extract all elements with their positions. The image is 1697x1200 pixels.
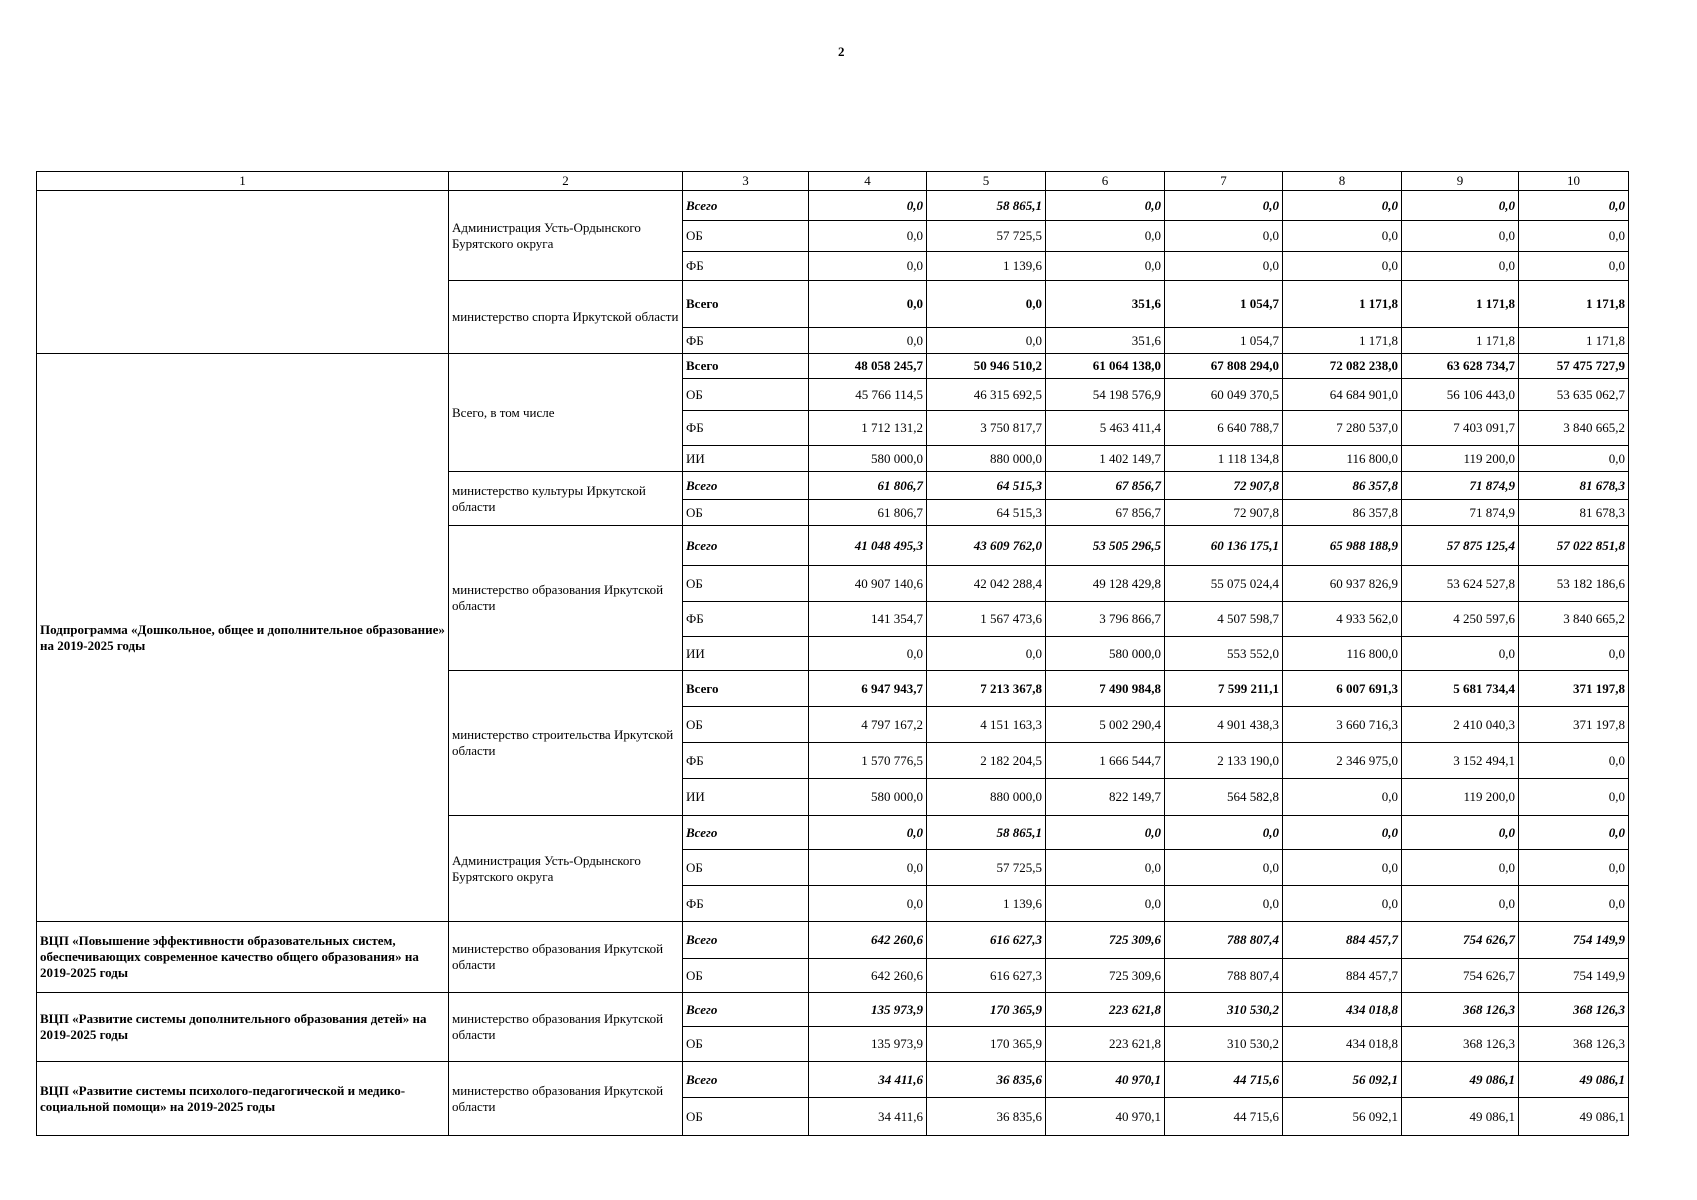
amount-cell: 61 064 138,0 <box>1046 354 1165 379</box>
amount-cell: 2 133 190,0 <box>1165 743 1283 779</box>
program-name-cell: ВЦП «Развитие системы психолого-педагогической и медико-социальной помощи» на 2019-2025 годы <box>37 1062 449 1136</box>
amount-cell: 0,0 <box>809 637 927 671</box>
amount-cell: 434 018,8 <box>1283 993 1402 1027</box>
funding-source-cell: ОБ <box>683 850 809 886</box>
amount-cell: 371 197,8 <box>1519 707 1629 743</box>
amount-cell: 3 152 494,1 <box>1402 743 1519 779</box>
funding-source-cell: Всего <box>683 922 809 959</box>
amount-cell: 7 490 984,8 <box>1046 671 1165 707</box>
amount-cell: 0,0 <box>809 191 927 221</box>
amount-cell: 0,0 <box>1402 252 1519 281</box>
amount-cell: 0,0 <box>809 886 927 922</box>
funding-source-cell: Всего <box>683 816 809 850</box>
funding-source-cell: Всего <box>683 993 809 1027</box>
amount-cell: 64 684 901,0 <box>1283 379 1402 411</box>
amount-cell: 1 171,8 <box>1283 281 1402 328</box>
header-cell: 3 <box>683 172 809 191</box>
amount-cell: 1 139,6 <box>927 252 1046 281</box>
funding-source-cell: ОБ <box>683 959 809 993</box>
amount-cell: 0,0 <box>1165 886 1283 922</box>
amount-cell: 0,0 <box>1283 816 1402 850</box>
amount-cell: 57 475 727,9 <box>1519 354 1629 379</box>
amount-cell: 0,0 <box>809 252 927 281</box>
amount-cell: 61 806,7 <box>809 500 927 526</box>
amount-cell: 368 126,3 <box>1519 1027 1629 1062</box>
amount-cell: 0,0 <box>809 816 927 850</box>
executor-cell: министерство образования Иркутской области <box>449 1062 683 1136</box>
table-row <box>37 922 1629 959</box>
executor-cell: Всего, в том числе <box>449 354 683 472</box>
funding-source-cell: ФБ <box>683 602 809 637</box>
funding-source-cell: ОБ <box>683 707 809 743</box>
amount-cell: 1 171,8 <box>1519 328 1629 354</box>
amount-cell: 0,0 <box>809 221 927 252</box>
amount-cell: 49 086,1 <box>1402 1098 1519 1136</box>
funding-source-cell: ФБ <box>683 886 809 922</box>
amount-cell: 60 136 175,1 <box>1165 526 1283 566</box>
amount-cell: 86 357,8 <box>1283 472 1402 500</box>
funding-source-cell: ФБ <box>683 328 809 354</box>
amount-cell: 56 092,1 <box>1283 1098 1402 1136</box>
amount-cell: 53 182 186,6 <box>1519 566 1629 602</box>
amount-cell: 64 515,3 <box>927 500 1046 526</box>
executor-cell: Администрация Усть-Ордынского Бурятского округа <box>449 816 683 922</box>
amount-cell: 58 865,1 <box>927 816 1046 850</box>
amount-cell: 351,6 <box>1046 328 1165 354</box>
amount-cell: 55 075 024,4 <box>1165 566 1283 602</box>
amount-cell: 7 280 537,0 <box>1283 411 1402 446</box>
amount-cell: 0,0 <box>1519 252 1629 281</box>
funding-source-cell: ФБ <box>683 743 809 779</box>
amount-cell: 368 126,3 <box>1519 993 1629 1027</box>
amount-cell: 0,0 <box>1402 637 1519 671</box>
amount-cell: 0,0 <box>1402 850 1519 886</box>
header-cell: 2 <box>449 172 683 191</box>
funding-source-cell: ОБ <box>683 221 809 252</box>
amount-cell: 580 000,0 <box>809 446 927 472</box>
amount-cell: 2 346 975,0 <box>1283 743 1402 779</box>
amount-cell: 71 874,9 <box>1402 500 1519 526</box>
amount-cell: 0,0 <box>1046 191 1165 221</box>
executor-cell: министерство образования Иркутской области <box>449 922 683 993</box>
funding-source-cell: Всего <box>683 526 809 566</box>
amount-cell: 34 411,6 <box>809 1098 927 1136</box>
funding-source-cell: ИИ <box>683 446 809 472</box>
amount-cell: 135 973,9 <box>809 1027 927 1062</box>
header-row <box>37 172 1629 191</box>
header-cell: 9 <box>1402 172 1519 191</box>
amount-cell: 53 505 296,5 <box>1046 526 1165 566</box>
amount-cell: 40 970,1 <box>1046 1062 1165 1098</box>
amount-cell: 1 171,8 <box>1402 328 1519 354</box>
amount-cell: 141 354,7 <box>809 602 927 637</box>
amount-cell: 40 907 140,6 <box>809 566 927 602</box>
amount-cell: 0,0 <box>1046 886 1165 922</box>
amount-cell: 135 973,9 <box>809 993 927 1027</box>
funding-source-cell: ОБ <box>683 1098 809 1136</box>
amount-cell: 4 507 598,7 <box>1165 602 1283 637</box>
amount-cell: 43 609 762,0 <box>927 526 1046 566</box>
amount-cell: 788 807,4 <box>1165 959 1283 993</box>
amount-cell: 0,0 <box>1402 221 1519 252</box>
amount-cell: 170 365,9 <box>927 1027 1046 1062</box>
amount-cell: 1 666 544,7 <box>1046 743 1165 779</box>
amount-cell: 1 171,8 <box>1402 281 1519 328</box>
amount-cell: 0,0 <box>809 281 927 328</box>
header-cell: 4 <box>809 172 927 191</box>
header-cell: 6 <box>1046 172 1165 191</box>
amount-cell: 0,0 <box>1402 191 1519 221</box>
header-cell: 10 <box>1519 172 1629 191</box>
amount-cell: 6 007 691,3 <box>1283 671 1402 707</box>
table-row <box>37 191 1629 221</box>
amount-cell: 60 049 370,5 <box>1165 379 1283 411</box>
executor-cell: министерство культуры Иркутской области <box>449 472 683 526</box>
amount-cell: 67 856,7 <box>1046 500 1165 526</box>
amount-cell: 1 171,8 <box>1283 328 1402 354</box>
executor-cell: министерство образования Иркутской области <box>449 993 683 1062</box>
funding-source-cell: ФБ <box>683 252 809 281</box>
amount-cell: 754 149,9 <box>1519 922 1629 959</box>
amount-cell: 754 626,7 <box>1402 959 1519 993</box>
amount-cell: 6 947 943,7 <box>809 671 927 707</box>
amount-cell: 60 937 826,9 <box>1283 566 1402 602</box>
amount-cell: 57 022 851,8 <box>1519 526 1629 566</box>
amount-cell: 49 086,1 <box>1519 1062 1629 1098</box>
amount-cell: 0,0 <box>1046 252 1165 281</box>
amount-cell: 754 149,9 <box>1519 959 1629 993</box>
header-cell: 5 <box>927 172 1046 191</box>
amount-cell: 434 018,8 <box>1283 1027 1402 1062</box>
amount-cell: 58 865,1 <box>927 191 1046 221</box>
program-name-cell: ВЦП «Развитие системы дополнительного образования детей» на 2019-2025 годы <box>37 993 449 1062</box>
amount-cell: 310 530,2 <box>1165 1027 1283 1062</box>
amount-cell: 50 946 510,2 <box>927 354 1046 379</box>
amount-cell: 0,0 <box>1519 816 1629 850</box>
amount-cell: 57 725,5 <box>927 850 1046 886</box>
amount-cell: 36 835,6 <box>927 1062 1046 1098</box>
amount-cell: 553 552,0 <box>1165 637 1283 671</box>
amount-cell: 642 260,6 <box>809 959 927 993</box>
amount-cell: 81 678,3 <box>1519 500 1629 526</box>
header-cell: 8 <box>1283 172 1402 191</box>
table-row <box>37 354 1629 379</box>
amount-cell: 725 309,6 <box>1046 922 1165 959</box>
amount-cell: 4 797 167,2 <box>809 707 927 743</box>
amount-cell: 119 200,0 <box>1402 446 1519 472</box>
amount-cell: 564 582,8 <box>1165 779 1283 816</box>
amount-cell: 49 128 429,8 <box>1046 566 1165 602</box>
amount-cell: 0,0 <box>1165 850 1283 886</box>
amount-cell: 72 907,8 <box>1165 472 1283 500</box>
amount-cell: 65 988 188,9 <box>1283 526 1402 566</box>
amount-cell: 72 907,8 <box>1165 500 1283 526</box>
amount-cell: 0,0 <box>1519 886 1629 922</box>
table-row <box>37 1062 1629 1098</box>
executor-cell: министерство строительства Иркутской области <box>449 671 683 816</box>
amount-cell: 0,0 <box>1165 191 1283 221</box>
amount-cell: 7 403 091,7 <box>1402 411 1519 446</box>
amount-cell: 0,0 <box>1283 252 1402 281</box>
amount-cell: 0,0 <box>1165 252 1283 281</box>
amount-cell: 5 002 290,4 <box>1046 707 1165 743</box>
amount-cell: 44 715,6 <box>1165 1098 1283 1136</box>
amount-cell: 170 365,9 <box>927 993 1046 1027</box>
funding-source-cell: ОБ <box>683 379 809 411</box>
funding-source-cell: Всего <box>683 472 809 500</box>
amount-cell: 223 621,8 <box>1046 993 1165 1027</box>
amount-cell: 616 627,3 <box>927 922 1046 959</box>
amount-cell: 1 712 131,2 <box>809 411 927 446</box>
amount-cell: 54 198 576,9 <box>1046 379 1165 411</box>
amount-cell: 1 171,8 <box>1519 281 1629 328</box>
amount-cell: 119 200,0 <box>1402 779 1519 816</box>
amount-cell: 7 213 367,8 <box>927 671 1046 707</box>
amount-cell: 0,0 <box>1402 886 1519 922</box>
amount-cell: 1 139,6 <box>927 886 1046 922</box>
funding-source-cell: ОБ <box>683 1027 809 1062</box>
amount-cell: 580 000,0 <box>809 779 927 816</box>
amount-cell: 2 182 204,5 <box>927 743 1046 779</box>
amount-cell: 0,0 <box>927 328 1046 354</box>
amount-cell: 0,0 <box>1283 850 1402 886</box>
amount-cell: 0,0 <box>927 281 1046 328</box>
header-cell: 1 <box>37 172 449 191</box>
amount-cell: 1 567 473,6 <box>927 602 1046 637</box>
amount-cell: 616 627,3 <box>927 959 1046 993</box>
funding-source-cell: ИИ <box>683 779 809 816</box>
header-cell: 7 <box>1165 172 1283 191</box>
executor-cell: министерство спорта Иркутской области <box>449 281 683 354</box>
funding-source-cell: ОБ <box>683 566 809 602</box>
amount-cell: 1 402 149,7 <box>1046 446 1165 472</box>
amount-cell: 0,0 <box>1165 221 1283 252</box>
amount-cell: 1 054,7 <box>1165 281 1283 328</box>
amount-cell: 40 970,1 <box>1046 1098 1165 1136</box>
amount-cell: 0,0 <box>1283 779 1402 816</box>
amount-cell: 0,0 <box>809 328 927 354</box>
amount-cell: 368 126,3 <box>1402 1027 1519 1062</box>
amount-cell: 880 000,0 <box>927 779 1046 816</box>
amount-cell: 36 835,6 <box>927 1098 1046 1136</box>
amount-cell: 6 640 788,7 <box>1165 411 1283 446</box>
amount-cell: 49 086,1 <box>1519 1098 1629 1136</box>
amount-cell: 1 118 134,8 <box>1165 446 1283 472</box>
amount-cell: 0,0 <box>1046 816 1165 850</box>
amount-cell: 7 599 211,1 <box>1165 671 1283 707</box>
program-name-cell: Подпрограмма «Дошкольное, общее и дополнительное образование» на 2019-2025 годы <box>37 354 449 922</box>
amount-cell: 4 901 438,3 <box>1165 707 1283 743</box>
amount-cell: 46 315 692,5 <box>927 379 1046 411</box>
funding-source-cell: Всего <box>683 671 809 707</box>
amount-cell: 822 149,7 <box>1046 779 1165 816</box>
program-name-cell <box>37 191 449 354</box>
amount-cell: 71 874,9 <box>1402 472 1519 500</box>
amount-cell: 4 151 163,3 <box>927 707 1046 743</box>
amount-cell: 2 410 040,3 <box>1402 707 1519 743</box>
amount-cell: 3 840 665,2 <box>1519 411 1629 446</box>
amount-cell: 3 796 866,7 <box>1046 602 1165 637</box>
table-row <box>37 993 1629 1027</box>
amount-cell: 0,0 <box>1046 850 1165 886</box>
funding-source-cell: Всего <box>683 281 809 328</box>
amount-cell: 116 800,0 <box>1283 637 1402 671</box>
amount-cell: 0,0 <box>1046 221 1165 252</box>
amount-cell: 880 000,0 <box>927 446 1046 472</box>
amount-cell: 0,0 <box>809 850 927 886</box>
amount-cell: 884 457,7 <box>1283 959 1402 993</box>
funding-source-cell: Всего <box>683 1062 809 1098</box>
amount-cell: 41 048 495,3 <box>809 526 927 566</box>
page-number: 2 <box>838 44 845 59</box>
amount-cell: 72 082 238,0 <box>1283 354 1402 379</box>
budget-table <box>36 171 1629 1136</box>
amount-cell: 0,0 <box>1519 446 1629 472</box>
amount-cell: 580 000,0 <box>1046 637 1165 671</box>
executor-cell: Администрация Усть-Ордынского Бурятского округа <box>449 191 683 281</box>
amount-cell: 48 058 245,7 <box>809 354 927 379</box>
amount-cell: 1 054,7 <box>1165 328 1283 354</box>
amount-cell: 0,0 <box>1519 850 1629 886</box>
amount-cell: 67 856,7 <box>1046 472 1165 500</box>
amount-cell: 56 106 443,0 <box>1402 379 1519 411</box>
amount-cell: 5 681 734,4 <box>1402 671 1519 707</box>
amount-cell: 0,0 <box>1165 816 1283 850</box>
amount-cell: 57 875 125,4 <box>1402 526 1519 566</box>
amount-cell: 0,0 <box>1283 886 1402 922</box>
amount-cell: 1 570 776,5 <box>809 743 927 779</box>
amount-cell: 223 621,8 <box>1046 1027 1165 1062</box>
amount-cell: 3 840 665,2 <box>1519 602 1629 637</box>
amount-cell: 0,0 <box>1519 637 1629 671</box>
amount-cell: 53 624 527,8 <box>1402 566 1519 602</box>
funding-source-cell: ФБ <box>683 411 809 446</box>
amount-cell: 0,0 <box>1283 221 1402 252</box>
amount-cell: 4 933 562,0 <box>1283 602 1402 637</box>
amount-cell: 53 635 062,7 <box>1519 379 1629 411</box>
amount-cell: 0,0 <box>1519 221 1629 252</box>
amount-cell: 45 766 114,5 <box>809 379 927 411</box>
amount-cell: 0,0 <box>927 637 1046 671</box>
amount-cell: 57 725,5 <box>927 221 1046 252</box>
funding-source-cell: ИИ <box>683 637 809 671</box>
amount-cell: 0,0 <box>1519 743 1629 779</box>
amount-cell: 44 715,6 <box>1165 1062 1283 1098</box>
amount-cell: 884 457,7 <box>1283 922 1402 959</box>
amount-cell: 351,6 <box>1046 281 1165 328</box>
funding-source-cell: Всего <box>683 354 809 379</box>
amount-cell: 0,0 <box>1519 191 1629 221</box>
amount-cell: 0,0 <box>1519 779 1629 816</box>
amount-cell: 642 260,6 <box>809 922 927 959</box>
amount-cell: 67 808 294,0 <box>1165 354 1283 379</box>
funding-source-cell: ОБ <box>683 500 809 526</box>
amount-cell: 754 626,7 <box>1402 922 1519 959</box>
amount-cell: 56 092,1 <box>1283 1062 1402 1098</box>
amount-cell: 63 628 734,7 <box>1402 354 1519 379</box>
amount-cell: 49 086,1 <box>1402 1062 1519 1098</box>
amount-cell: 0,0 <box>1283 191 1402 221</box>
amount-cell: 368 126,3 <box>1402 993 1519 1027</box>
amount-cell: 5 463 411,4 <box>1046 411 1165 446</box>
program-name-cell: ВЦП «Повышение эффективности образовательных систем, обеспечивающих современное качество общего образования» на 2019-2025 годы <box>37 922 449 993</box>
funding-source-cell: Всего <box>683 191 809 221</box>
amount-cell: 4 250 597,6 <box>1402 602 1519 637</box>
amount-cell: 0,0 <box>1402 816 1519 850</box>
amount-cell: 34 411,6 <box>809 1062 927 1098</box>
amount-cell: 371 197,8 <box>1519 671 1629 707</box>
amount-cell: 310 530,2 <box>1165 993 1283 1027</box>
amount-cell: 725 309,6 <box>1046 959 1165 993</box>
amount-cell: 81 678,3 <box>1519 472 1629 500</box>
amount-cell: 64 515,3 <box>927 472 1046 500</box>
amount-cell: 61 806,7 <box>809 472 927 500</box>
executor-cell: министерство образования Иркутской области <box>449 526 683 671</box>
amount-cell: 86 357,8 <box>1283 500 1402 526</box>
amount-cell: 116 800,0 <box>1283 446 1402 472</box>
amount-cell: 3 660 716,3 <box>1283 707 1402 743</box>
amount-cell: 788 807,4 <box>1165 922 1283 959</box>
amount-cell: 42 042 288,4 <box>927 566 1046 602</box>
amount-cell: 3 750 817,7 <box>927 411 1046 446</box>
